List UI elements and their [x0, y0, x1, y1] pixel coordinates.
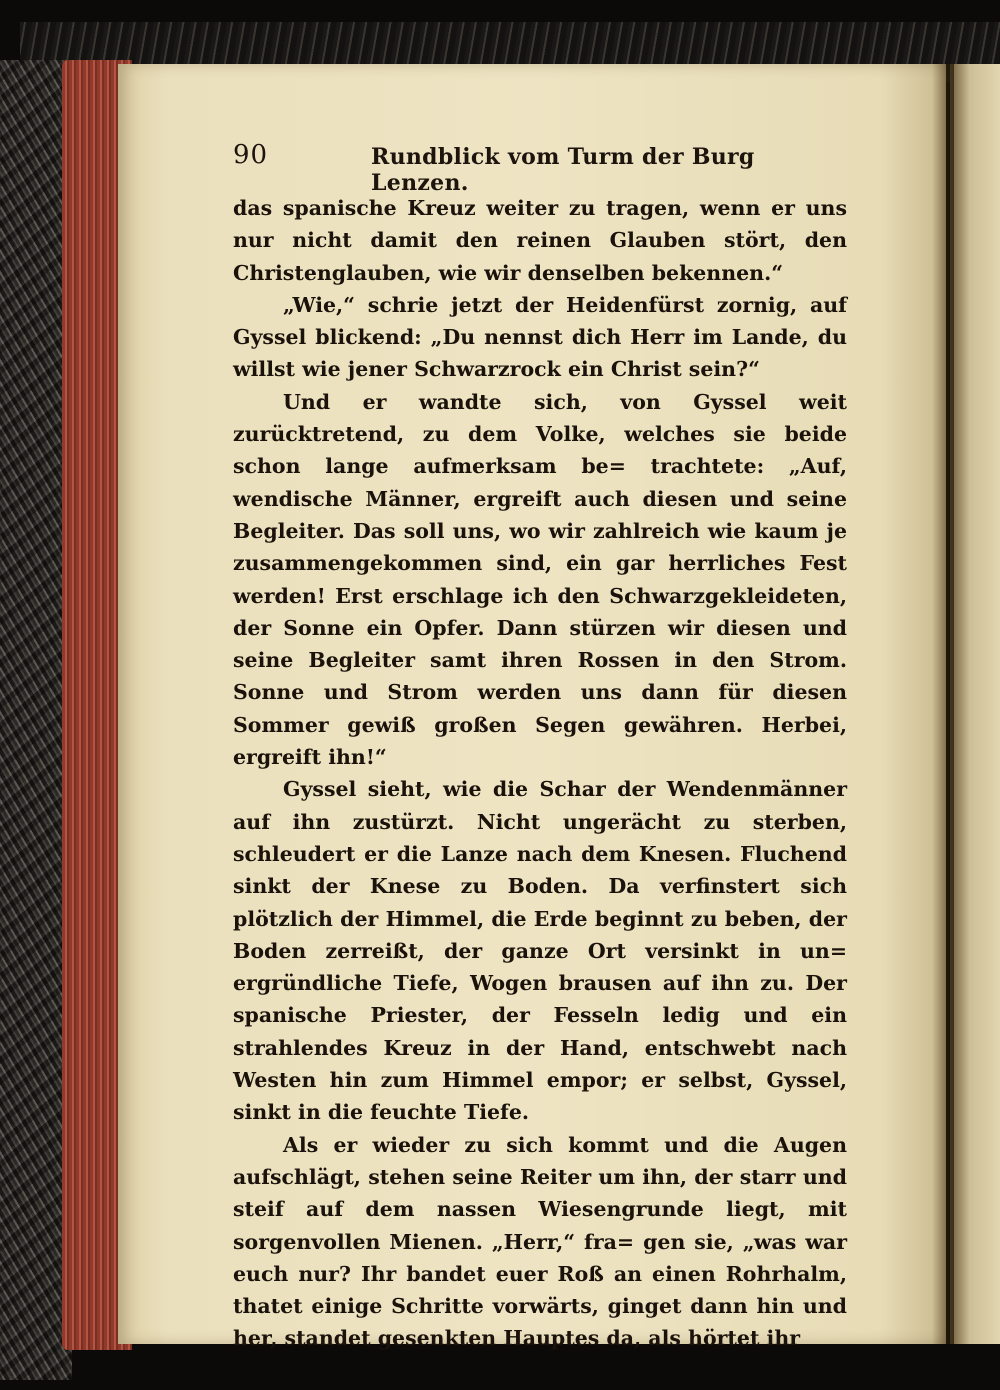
- paragraph: Als er wieder zu sich kommt und die Augen aufschlägt, stehen seine Reiter um ihn, der starr und steif auf dem nassen Wiesengrunde liegt, mit sorgenvollen Mienen. „Herr,“ fra= gen sie, „was war euch nur? Ihr bandet euer Roß an einen Rohrhalm, thatet einige Schritte vorwärts, ginget dann hin und her, standet gesenkten Hauptes da, als hörtet ihr: [233, 1132, 847, 1351]
- page-number: 90: [233, 140, 269, 170]
- page-header: [233, 140, 853, 196]
- paragraph: „Wie,“ schrie jetzt der Heidenfürst zornig, auf Gyssel blickend: „Du nennst dich Herr im Lande, du willst wie jener Schwarzrock ein Christ sein?“: [233, 292, 847, 382]
- page-gutter: [932, 64, 954, 1344]
- paragraph: Und er wandte sich, von Gyssel weit zurücktretend, zu dem Volke, welches sie beide schon lange aufmerksam be= trachtete: „Auf, wendische Männer, ergreift auch diesen und seine Begleiter. Das soll uns, wo wir zahlreich wie kaum je zusammengekommen sind, ein gar herrliches Fest werden! Erst erschlage ich den Schwarzgekleideten, der Sonne ein Opfer. Dann stürzen wir diesen und seine Begleiter samt ihren Rossen in den Strom. Sonne und Strom werden uns dann für diesen Sommer gewiß großen Segen gewähren. Herbei, ergreift ihn!“: [233, 389, 847, 770]
- body-text: [233, 192, 847, 1355]
- running-head: Rundblick vom Turm der Burg Lenzen.: [371, 144, 755, 196]
- facing-page-edge: [950, 64, 1000, 1344]
- paragraph: Gyssel sieht, wie die Schar der Wendenmänner auf ihn zustürzt. Nicht ungerächt zu sterben, schleudert er die Lanze nach dem Knesen. Fluchend sinkt der Knese zu Boden. Da verfinstert sich plötzlich der Himmel, die Erde beginnt zu beben, der Boden zerreißt, der ganze Ort versinkt in un= ergründliche Tiefe, Wogen brausen auf ihn zu. Der spanische Priester, der Fesseln ledig und ein strahlendes Kreuz in der Hand, entschwebt nach Westen hin zum Himmel empor; er selbst, Gyssel, sinkt in die feuchte Tiefe.: [233, 777, 847, 1125]
- paragraph: das spanische Kreuz weiter zu tragen, wenn er uns nur nicht damit den reinen Glauben stört, den Christenglauben, wie wir denselben bekennen.“: [233, 196, 847, 285]
